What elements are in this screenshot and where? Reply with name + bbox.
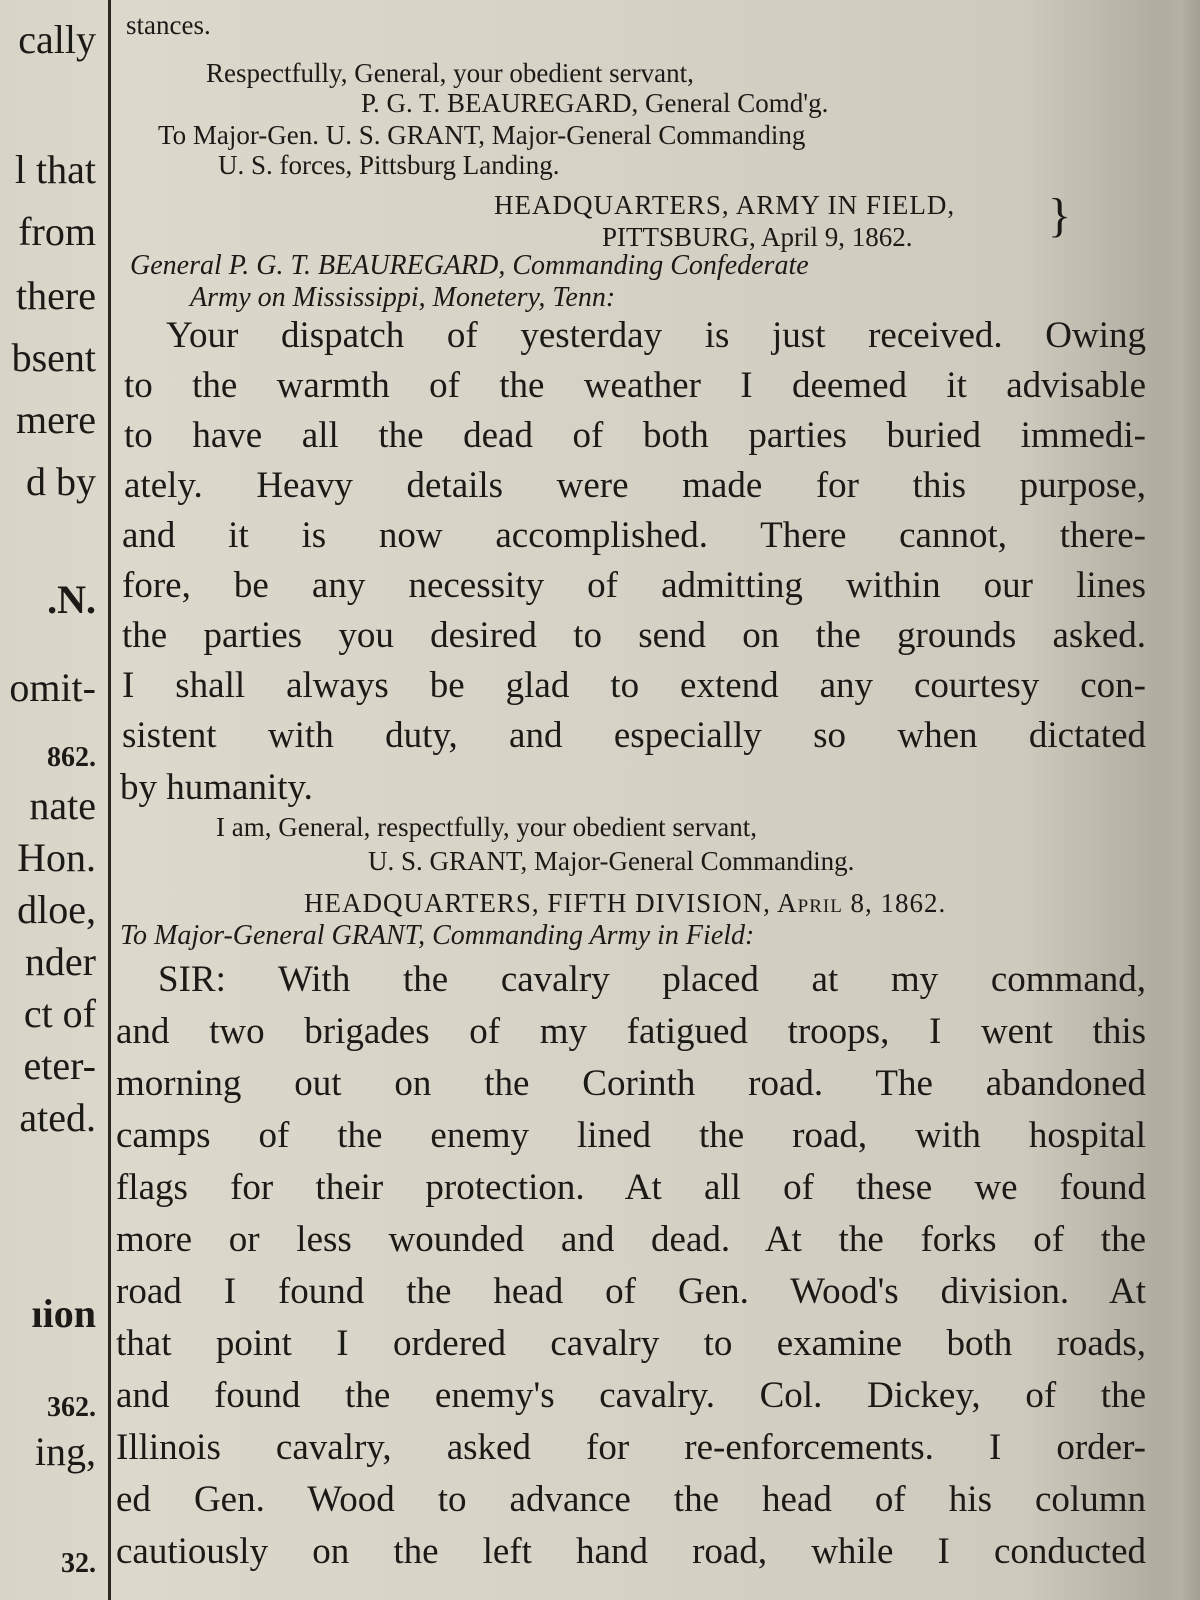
- left-column-line: Hon.: [17, 835, 96, 880]
- article-line: Respectfully, General, your obedient servant,: [206, 58, 694, 88]
- article-line: PITTSBURG, April 9, 1862.: [602, 222, 913, 252]
- article-line: fore, be any necessity of admitting within our lines: [122, 565, 1146, 606]
- left-column-line: ct of: [23, 991, 96, 1036]
- left-column-line: d by: [26, 459, 96, 504]
- article-line: road I found the head of Gen. Wood's division. At: [116, 1271, 1146, 1312]
- column-rule: [108, 0, 111, 1600]
- left-column-line: there: [16, 273, 96, 318]
- left-column-line: nate: [29, 783, 96, 828]
- article-line: U. S. forces, Pittsburg Landing.: [218, 150, 560, 180]
- left-column-fragments: [0, 0, 102, 1600]
- left-column-line: from: [18, 209, 96, 254]
- article-line: I am, General, respectfully, your obedient servant,: [216, 812, 758, 842]
- article-line: and found the enemy's cavalry. Col. Dickey, of the: [116, 1375, 1146, 1416]
- article-line: Your dispatch of yesterday is just received. Owing: [166, 315, 1146, 356]
- left-column-line: ing,: [34, 1429, 96, 1474]
- article-line: ed Gen. Wood to advance the head of his column: [116, 1479, 1146, 1520]
- article-column: [116, 0, 1146, 1600]
- article-line: and two brigades of my fatigued troops, I went this: [116, 1011, 1146, 1052]
- article-line: General P. G. T. BEAUREGARD, Commanding Confederate: [130, 250, 809, 281]
- left-column-line: mere: [16, 397, 96, 442]
- article-line: to have all the dead of both parties buried immedi-: [124, 415, 1146, 456]
- article-line: SIR: With the cavalry placed at my command,: [158, 959, 1146, 1000]
- left-column-line: .N.: [47, 577, 96, 622]
- left-column-line: 362.: [47, 1392, 96, 1423]
- left-column-line: ated.: [19, 1095, 96, 1140]
- article-line: To Major-General GRANT, Commanding Army in Field:: [120, 920, 755, 951]
- article-line: camps of the enemy lined the road, with hospital: [116, 1115, 1146, 1156]
- page-edge-shadow: [1152, 0, 1200, 1600]
- article-line: sistent with duty, and especially so when dictated: [122, 715, 1146, 756]
- article-line: by humanity.: [120, 767, 313, 808]
- left-column-line: eter-: [23, 1043, 96, 1088]
- left-column-line: cally: [18, 17, 96, 62]
- article-line: I shall always be glad to extend any courtesy con-: [122, 665, 1146, 706]
- article-line: flags for their protection. At all of these we found: [116, 1167, 1146, 1208]
- article-line: the parties you desired to send on the grounds asked.: [122, 615, 1146, 656]
- article-line: Illinois cavalry, asked for re-enforcements. I order-: [116, 1427, 1146, 1468]
- left-column-line: nder: [24, 939, 96, 984]
- article-line: HEADQUARTERS, FIFTH DIVISION, April 8, 1862.: [304, 888, 947, 918]
- left-column-line: 32.: [61, 1548, 96, 1579]
- article-line: To Major-Gen. U. S. GRANT, Major-General Commanding: [158, 120, 806, 150]
- left-column-line: ıion: [31, 1291, 96, 1336]
- article-line: HEADQUARTERS, ARMY IN FIELD,: [494, 190, 956, 220]
- article-line: stances.: [126, 10, 211, 40]
- left-column-line: bsent: [11, 335, 96, 380]
- dateline-brace: }: [1048, 189, 1072, 242]
- article-line: ately. Heavy details were made for this purpose,: [124, 465, 1146, 506]
- article-line: P. G. T. BEAUREGARD, General Comd'g.: [361, 88, 829, 118]
- article-line: that point I ordered cavalry to examine both roads,: [116, 1323, 1146, 1364]
- left-column-line: l that: [14, 147, 96, 192]
- article-line: Army on Mississippi, Monetery, Tenn:: [190, 282, 616, 313]
- left-column-line: omit-: [9, 665, 96, 710]
- left-column-line: dloe,: [17, 887, 96, 932]
- article-line: U. S. GRANT, Major-General Commanding.: [368, 846, 855, 876]
- article-line: to the warmth of the weather I deemed it advisable: [124, 365, 1146, 406]
- left-column-line: 862.: [47, 742, 96, 773]
- article-line: cautiously on the left hand road, while I conducted: [116, 1531, 1146, 1572]
- article-line: and it is now accomplished. There cannot, there-: [122, 515, 1146, 556]
- article-line: morning out on the Corinth road. The abandoned: [116, 1063, 1146, 1104]
- article-line: more or less wounded and dead. At the forks of the: [116, 1219, 1146, 1260]
